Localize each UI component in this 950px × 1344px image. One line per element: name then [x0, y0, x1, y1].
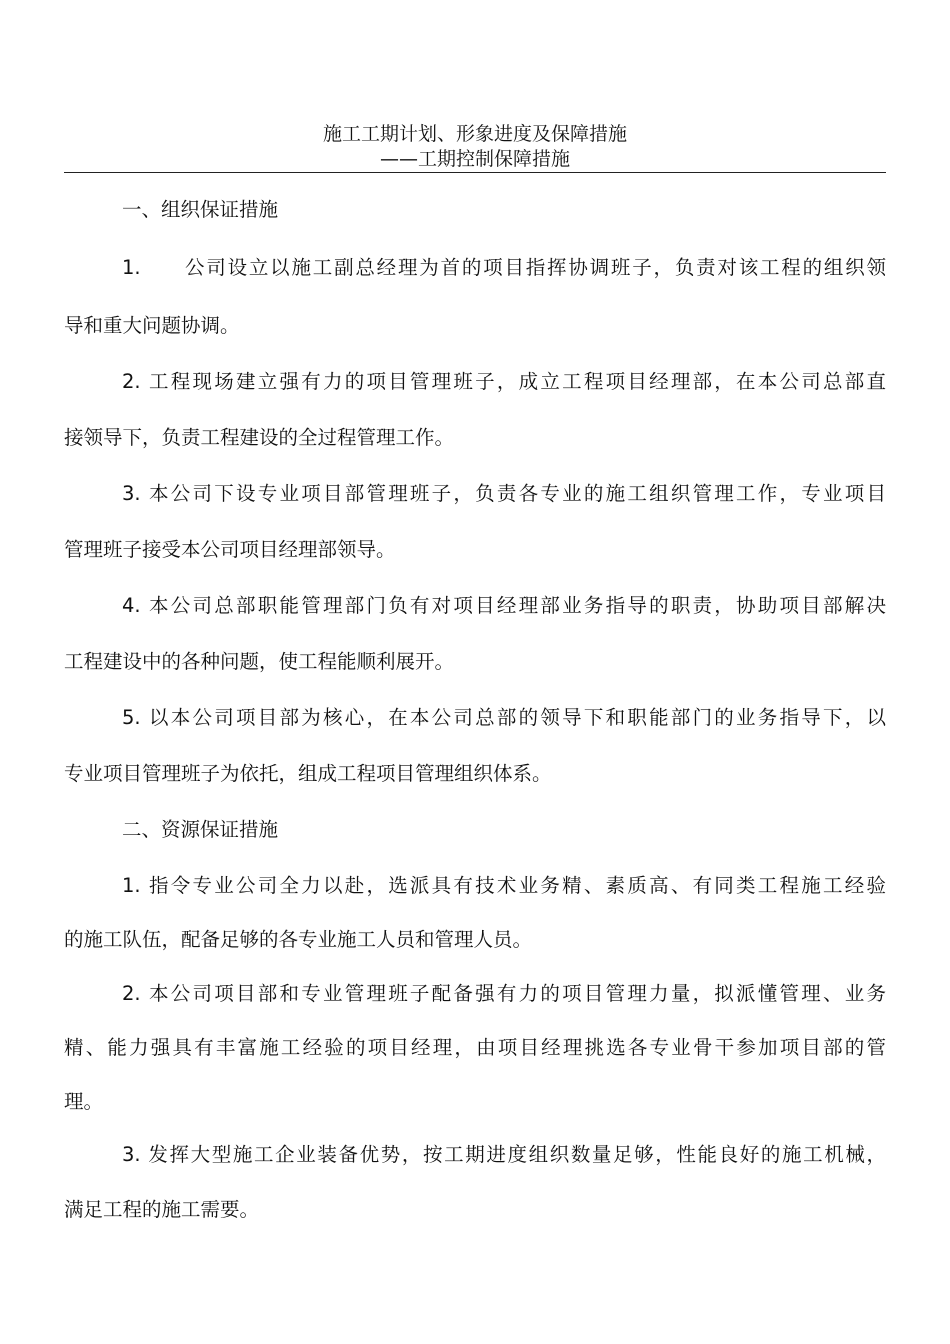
- paragraph-line: 的施工队伍，配备足够的各专业施工人员和管理人员。: [64, 928, 533, 951]
- paragraph-line: 3. 本公司下设专业项目部管理班子，负责各专业的施工组织管理工作，专业项目: [122, 482, 886, 505]
- header-divider: [64, 172, 886, 173]
- paragraph-line: 3. 发挥大型施工企业装备优势，按工期进度组织数量足够，性能良好的施工机械，: [122, 1143, 886, 1166]
- paragraph-line: 1. 指令专业公司全力以赴，选派具有技术业务精、素质高、有同类工程施工经验: [122, 874, 886, 897]
- paragraph-line: 工程建设中的各种问题，使工程能顺利展开。: [64, 650, 455, 673]
- paragraph-line: 导和重大问题协调。: [64, 314, 240, 337]
- paragraph-line: 接领导下，负责工程建设的全过程管理工作。: [64, 426, 455, 449]
- paragraph-line: 5. 以本公司项目部为核心，在本公司总部的领导下和职能部门的业务指导下，以: [122, 706, 886, 729]
- paragraph-line: 管理班子接受本公司项目经理部领导。: [64, 538, 396, 561]
- paragraph-line: 精、能力强具有丰富施工经验的项目经理，由项目经理挑选各专业骨干参加项目部的管: [64, 1036, 886, 1059]
- paragraph-line: 2. 工程现场建立强有力的项目管理班子，成立工程项目经理部，在本公司总部直: [122, 370, 886, 393]
- paragraph-line: 满足工程的施工需要。: [64, 1198, 260, 1221]
- paragraph-line: 2. 本公司项目部和专业管理班子配备强有力的项目管理力量，拟派懂管理、业务: [122, 982, 886, 1005]
- document-subtitle: ——工期控制保障措施: [379, 148, 570, 170]
- paragraph-line: 4. 本公司总部职能管理部门负有对项目经理部业务指导的职责，协助项目部解决: [122, 594, 886, 617]
- paragraph-line: 理。: [64, 1090, 104, 1113]
- paragraph-line: 1. 公司设立以施工副总经理为首的项目指挥协调班子，负责对该工程的组织领: [122, 256, 886, 279]
- section-heading-organization: 一、组织保证措施: [122, 198, 279, 221]
- paragraph-line: 专业项目管理班子为依托，组成工程项目管理组织体系。: [64, 762, 552, 785]
- document-header: [64, 122, 886, 172]
- section-heading-resources: 二、资源保证措施: [122, 818, 279, 841]
- document-title: 施工工期计划、形象进度及保障措施: [322, 123, 627, 145]
